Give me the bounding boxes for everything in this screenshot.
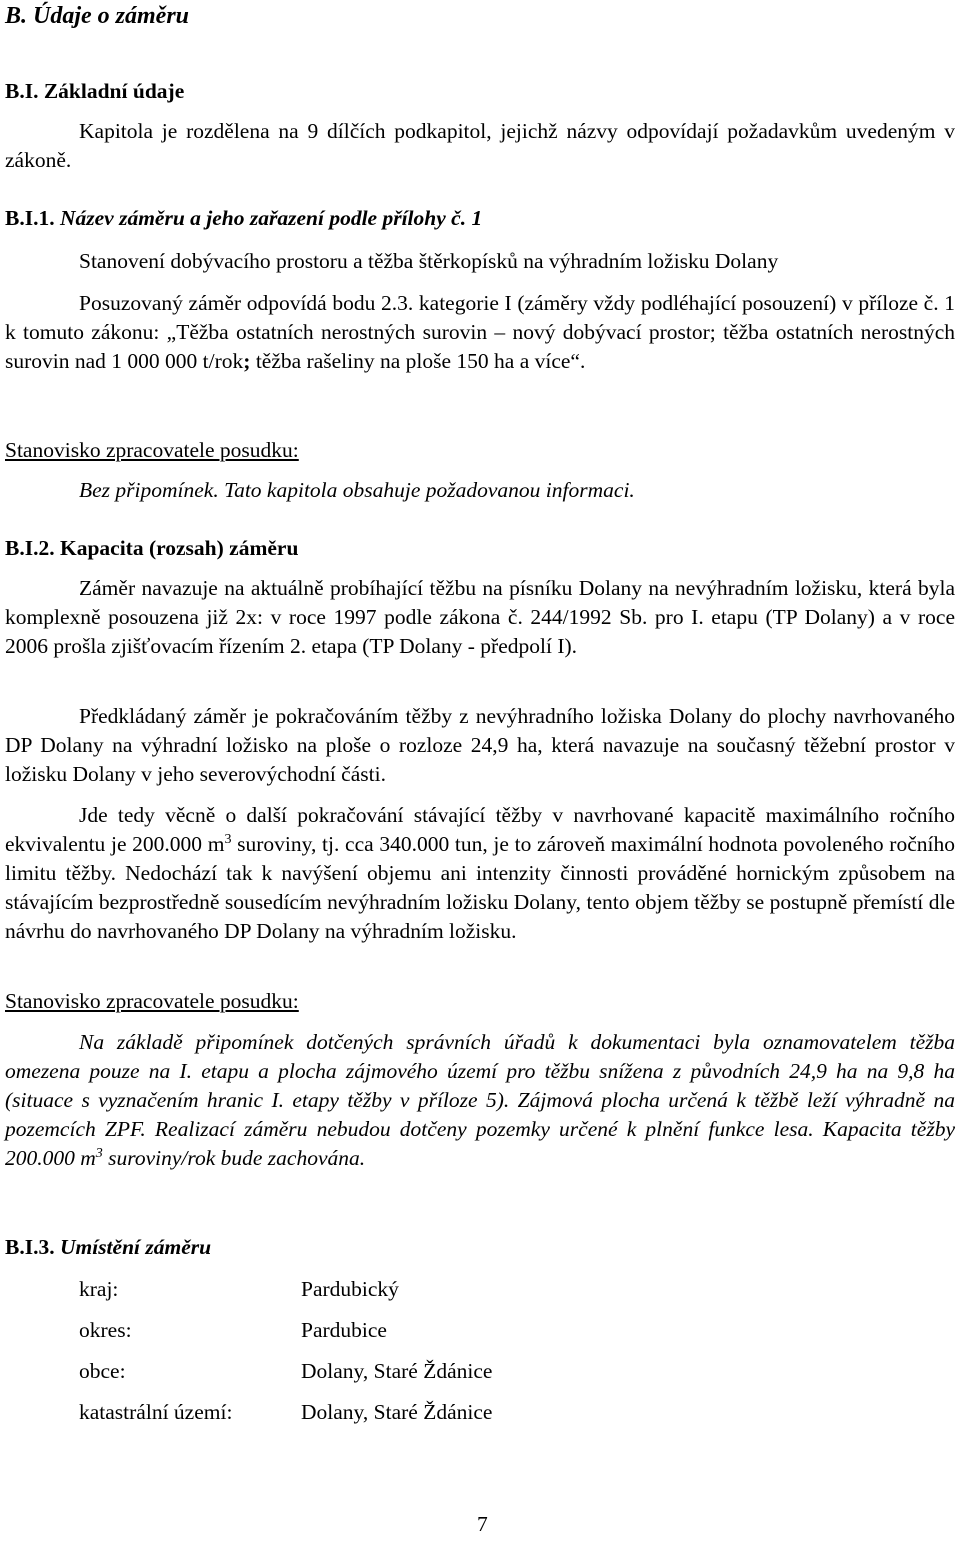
b13-number: B.I.3. [5, 1235, 55, 1259]
b13-heading [5, 1233, 211, 1262]
intro-paragraph: Kapitola je rozdělena na 9 dílčích podkapitol, jejichž názvy odpovídají požadavkům uvedeným v zákoně. [5, 119, 955, 172]
b12-opinion-label: Stanovisko zpracovatele posudku: [5, 989, 299, 1013]
location-label: katastrální území: [79, 1400, 233, 1424]
b12-number: B.I.2. [5, 536, 55, 560]
section-title: B. Údaje o záměru [5, 3, 190, 29]
b11-opinion-label: Stanovisko zpracovatele posudku: [5, 438, 299, 462]
location-label: kraj: [79, 1277, 119, 1301]
b11-number: B.I.1. [5, 206, 55, 230]
location-label: okres: [79, 1318, 132, 1342]
location-value: Dolany, Staré Ždánice [301, 1359, 493, 1383]
b11-title: Název záměru a jeho zařazení podle přílohy č. 1 [59, 206, 483, 230]
b11-project-name: Stanovení dobývacího prostoru a těžba štěrkopísků na výhradním ložisku Dolany [79, 249, 779, 273]
b12-paragraph-3-sup: 3 [224, 831, 232, 847]
b12-paragraph-3-b: suroviny, tj. cca 340.000 tun, je to zároveň maximální hodnota povoleného ročního limitu těžby. Nedochází tak k navýšení objemu ani intenzity činnosti prováděné hornickým způsobem na stávajícím bezprostředně sousedícím nevýhradním ložisku Dolany, tento objem těžby se postupně přemístí dle návrhu do navrhovaného DP Dolany na výhradním ložisku. [5, 832, 955, 943]
b11-category-paragraph [5, 289, 955, 376]
b12-paragraph-3-a: Jde tedy věcně o další pokračování stávající těžby v navrhované kapacitě maximálního ročního ekvivalentu je 200.000 m [5, 803, 955, 856]
b13-title: Umístění záměru [59, 1235, 212, 1259]
location-value: Dolany, Staré Ždánice [301, 1400, 493, 1424]
b12-heading [5, 534, 298, 563]
location-value: Pardubice [301, 1318, 387, 1342]
b12-paragraph-2: Předkládaný záměr je pokračováním těžby z nevýhradního ložiska Dolany do plochy navrhovaného DP Dolany na výhradní ložisko na ploše o rozloze 24,9 ha, která navazuje na současný těžební prostor v ložisku Dolany v jeho severovýchodní části. [5, 704, 955, 786]
b12-opinion-a: Na základě připomínek dotčených správních úřadů k dokumentaci byla oznamovatelem těžba omezena pouze na I. etapu a plocha zájmového území pro těžbu snížena z původních 24,9 ha na 9,8 ha (situace s vyznačením hranic I. etapy těžby v příloze 5). Zájmová plocha určená k těžbě leží výhradně na pozemcích ZPF. Realizací záměru nebudou dotčeny pozemky určené k plnění funkce lesa. Kapacita těžby 200.000 m [5, 1030, 955, 1170]
b11-opinion-text: Bez připomínek. Tato kapitola obsahuje požadovanou informaci. [79, 478, 635, 502]
b12-title: Kapacita (rozsah) záměru [59, 536, 299, 560]
location-label: obce: [79, 1359, 126, 1383]
page-number: 7 [477, 1512, 488, 1536]
b12-opinion-sup: 3 [95, 1145, 103, 1161]
b12-paragraph-3 [5, 801, 955, 946]
b11-category-separator: ; [243, 349, 251, 373]
b12-paragraph-1: Záměr navazuje na aktuálně probíhající těžbu na písníku Dolany na nevýhradním ložisku, která byla komplexně posouzena již 2x: v roce 1997 podle zákona č. 244/1992 Sb. pro I. etapu (TP Dolany) a v roce 2006 prošla zjišťovacím řízením 2. etapa (TP Dolany - předpolí I). [5, 576, 955, 658]
location-value: Pardubický [301, 1277, 399, 1301]
b11-category-text-a: Posuzovaný záměr odpovídá bodu 2.3. kategorie I (záměry vždy podléhající posouzení) v příloze č. 1 k tomuto zákonu: „Těžba ostatních nerostných surovin – nový dobývací prostor; těžba ostatních nerostných surovin nad 1 000 000 t/rok [5, 291, 955, 373]
subsection-title: B.I. Základní údaje [5, 79, 185, 103]
b11-category-text-b: těžba rašeliny na ploše 150 ha a více“. [250, 349, 586, 373]
b11-heading [5, 204, 482, 233]
b12-opinion-b: suroviny/rok bude zachována. [102, 1146, 366, 1170]
b12-opinion-paragraph [5, 1028, 955, 1173]
